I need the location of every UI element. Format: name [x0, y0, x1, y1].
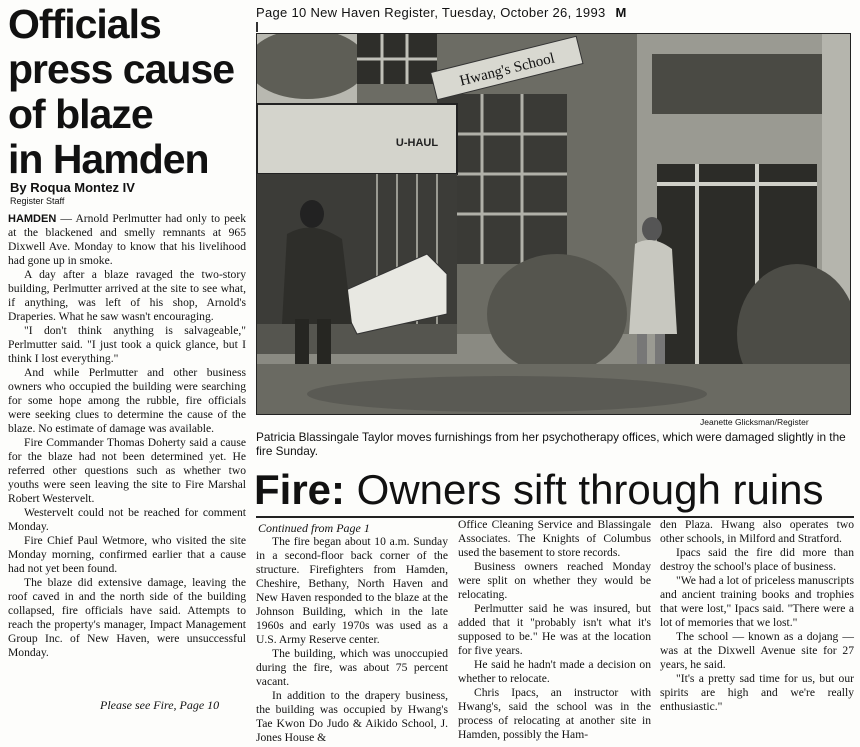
paragraph: Business owners reached Monday were split on whether they would be relocating. — [458, 560, 651, 601]
paragraph: "I don't think anything is salvageable," Perlmutter said. "I just took a quick glance, but I think I lost everything." — [8, 324, 246, 365]
column-rule — [256, 22, 258, 32]
paragraph: He said he hadn't made a decision on whether to relocate. — [458, 658, 651, 685]
paragraph: The building, which was unoccupied during the fire, was about 75 percent vacant. — [256, 647, 448, 688]
paragraph: Chris Ipacs, an instructor with Hwang's, said the school was in the process of relocating at another site in Hamden, possibly the Ham- — [458, 686, 651, 741]
paragraph: "It's a pretty sad time for us, but our spirits are high and we're really enthusiastic." — [660, 672, 854, 713]
continued-line: Continued from Page 1 — [258, 521, 370, 535]
photo-caption: Patricia Blassingale Taylor moves furnishings from her psychotherapy offices, which were damaged slightly in the fire Sunday. — [256, 430, 846, 458]
headline — [8, 2, 248, 182]
jump-headline — [254, 466, 824, 514]
staff-label: Register Staff — [10, 196, 65, 206]
headline-line-4: in Hamden — [8, 136, 209, 182]
running-head — [256, 5, 627, 20]
headline-line-2: press cause — [8, 46, 235, 92]
paragraph: Ipacs said the fire did more than destroy the school's place of business. — [660, 546, 854, 573]
paragraph: Fire Chief Paul Wetmore, who visited the site Monday morning, confirmed earlier that a cause had not yet been found. — [8, 534, 246, 575]
edition-mark: M — [615, 5, 627, 20]
paragraph: Perlmutter said he was insured, but added that it "probably isn't what it's supposed to be." He was at the location for five years. — [458, 602, 651, 657]
left-column — [8, 212, 246, 660]
headline-line-3: of blaze — [8, 91, 153, 137]
paragraph: The fire began about 10 a.m. Sunday in a second-floor back corner of the structure. Firefighters from Hamden, Cheshire, Bethany, North Haven and New Haven responded to the blaze at the Johnson Building, which in the late 1960s and early 1970s was used as a U.S. Army Reserve center. — [256, 535, 448, 646]
jump-headline-text: Owners sift through ruins — [345, 466, 824, 513]
school-sign-text: Hwang's School — [458, 50, 557, 90]
paragraph: "We had a lot of priceless manuscripts and ancient training books and trophies that were lost," Ipacs said. "There were a lot of memories that we lost." — [660, 574, 854, 629]
paragraph: And while Perlmutter and other business owners who occupied the building were searching for some hope among the rubble, fire officials were seeking clues to determine the cause of the blaze. No estimate of damage was available. — [8, 366, 246, 435]
running-head-text: Page 10 New Haven Register, Tuesday, October 26, 1993 — [256, 5, 606, 20]
lead-text: — Arnold Perlmutter had only to peek at the blackened and smelly remnants at 965 Dixwell Ave. Monday to know that his livelihood had gone up in smoke. — [8, 212, 246, 267]
paragraph: The school — known as a dojang — was at the Dixwell Avenue site for 27 years, he said. — [660, 630, 854, 671]
paragraph: Westervelt could not be reached for comment Monday. — [8, 506, 246, 533]
jump-column-1 — [256, 535, 448, 745]
news-photo — [256, 33, 851, 415]
paragraph: A day after a blaze ravaged the two-story building, Perlmutter arrived at the site to see what, if anything, was left of his shop, Arnold's Draperies. What he saw wasn't encouraging. — [8, 268, 246, 323]
byline: By Roqua Montez IV — [10, 180, 135, 195]
paragraph: Office Cleaning Service and Blassingale Associates. The Knights of Columbus used the basement to store records. — [458, 518, 651, 559]
paragraph: den Plaza. Hwang also operates two other schools, in Milford and Stratford. — [660, 518, 854, 545]
jump-column-2 — [458, 518, 651, 742]
jump-line: Please see Fire, Page 10 — [100, 698, 220, 712]
paragraph: Fire Commander Thomas Doherty said a cause for the blaze had not been determined yet. He referred other questions such as whether two youths were seen leaving the site to Fire Marshal Robert Westervelt. — [8, 436, 246, 505]
headline-line-1: Officials — [8, 1, 161, 47]
paragraph: In addition to the drapery business, the building was occupied by Hwang's Tae Kwon Do Judo & Aikido School, J. Jones House & — [256, 689, 448, 744]
paragraph: The blaze did extensive damage, leaving the roof caved in and the north side of the building collapsed, fire officials have said. Attempts to reach the property's manager, Impact Management Group Inc. of New Haven, were unsuccessful Monday. — [8, 576, 246, 659]
photo-credit: Jeanette Glicksman/Register — [700, 417, 809, 427]
truck-sign-text: U-HAUL — [395, 137, 439, 149]
dateline: HAMDEN — [8, 213, 57, 225]
jump-headline-keyword: Fire: — [254, 466, 346, 513]
jump-column-3 — [660, 518, 854, 714]
lead-paragraph — [8, 212, 246, 268]
